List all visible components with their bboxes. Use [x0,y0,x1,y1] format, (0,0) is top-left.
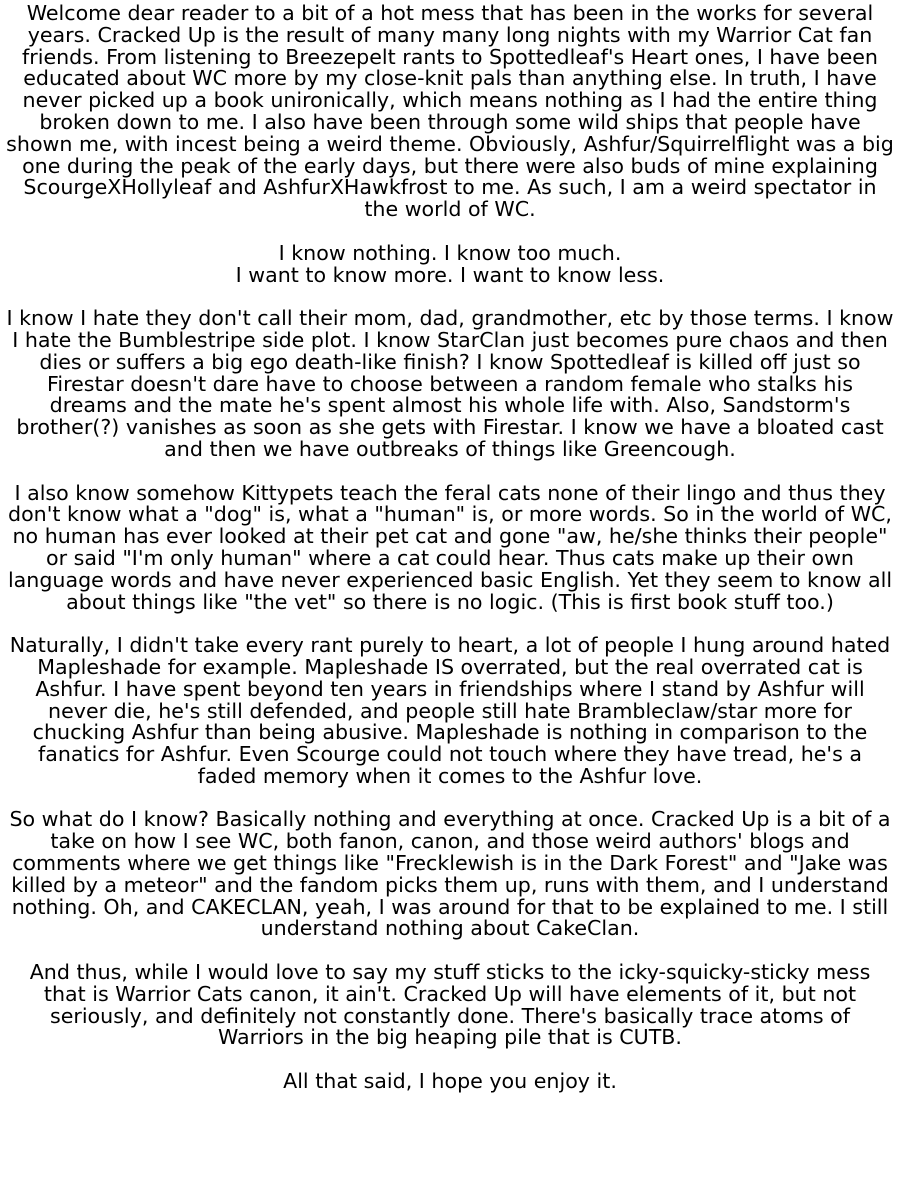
kittypets-paragraph: I also know somehow Kittypets teach the feral cats none of their lingo and thus they don't know what a "dog" is, what a "human" is, or more words. So in the world of WC, no human has ever looked at their pet cat and gone "aw, he/she thinks their people" or said "I'm only human" where a cat could hear. Thus cats make up their own language words and have never experienced basic English. Yet they seem to know all about things like "the vet" so there is no logic. (This is first book stuff too.) [7,480,893,614]
know-nothing-couplet [6,240,894,287]
intro-paragraph: Welcome dear reader to a bit of a hot mess that has been in the works for several years. Cracked Up is the result of many many long nights with my Warrior Cat fan friends. From listening to Breezepelt rants to Spottedleaf's Heart ones, I have been educated about WC more by my close-knit pals than anything else. In truth, I have never picked up a book unironically, which means nothing as I had the entire thing broken down to me. I also have been through some wild ships that people have shown me, with incest being a weird theme. Obviously, Ashfur/Squirrelflight was a big one during the peak of the early days, but there were also buds of mine explaining ScourgeXHollyleaf and AshfurXHawkfrost to me. As such, I am a weird spectator in the world of WC. [6,1,894,222]
canon-paragraph: And thus, while I would love to say my stuff sticks to the icky-squicky-sticky mess that is Warrior Cats canon, it ain't. Cracked Up will have elements of it, but not seriously, and definitely not constantly done. There's basically trace atoms of Warriors in the big heaping pile that is CUTB. [29,960,871,1050]
couplet-line-1: I know nothing. I know too much. [278,240,622,265]
complaints-paragraph: I know I hate they don't call their mom, dad, grandmother, etc by those terms. I know I hate the Bumblestripe side plot. I know StarClan just becomes pure chaos and then dies or suffers a big ego death-like finish? I know Spottedleaf is killed off just so Firestar doesn't dare have to choose between a random female who stalks his dreams and the mate he's spent almost his whole life with. Also, Sandstorm's brother(?) vanishes as soon as she gets with Firestar. I know we have a bloated cast and then we have outbreaks of things like Greencough. [6,306,894,461]
couplet-line-2: I want to know more. I want to know less. [235,262,665,287]
ashfur-paragraph: Naturally, I didn't take every rant purely to heart, a lot of people I hung around hated Mapleshade for example. Mapleshade IS overrated, but the real overrated cat is Ashfur. I have spent beyond ten years in friendships where I stand by Ashfur will never die, he's still defended, and people still hate Brambleclaw/star more for chucking Ashfur than being abusive. Mapleshade is nothing in comparison to the fanatics for Ashfur. Even Scourge could not touch where they have tread, he's a faded memory when it comes to the Ashfur love. [9,633,891,788]
what-do-i-know-paragraph: So what do I know? Basically nothing and everything at once. Cracked Up is a bit of a take on how I see WC, both fanon, canon, and those weird authors' blogs and comments where we get things like "Frecklewish is in the Dark Forest" and "Jake was killed by a meteor" and the fandom picks them up, runs with them, and I understand nothing. Oh, and CAKECLAN, yeah, I was around for that to be explained to me. I still understand nothing about CakeClan. [9,807,891,941]
closing-line: All that said, I hope you enjoy it. [283,1069,617,1094]
